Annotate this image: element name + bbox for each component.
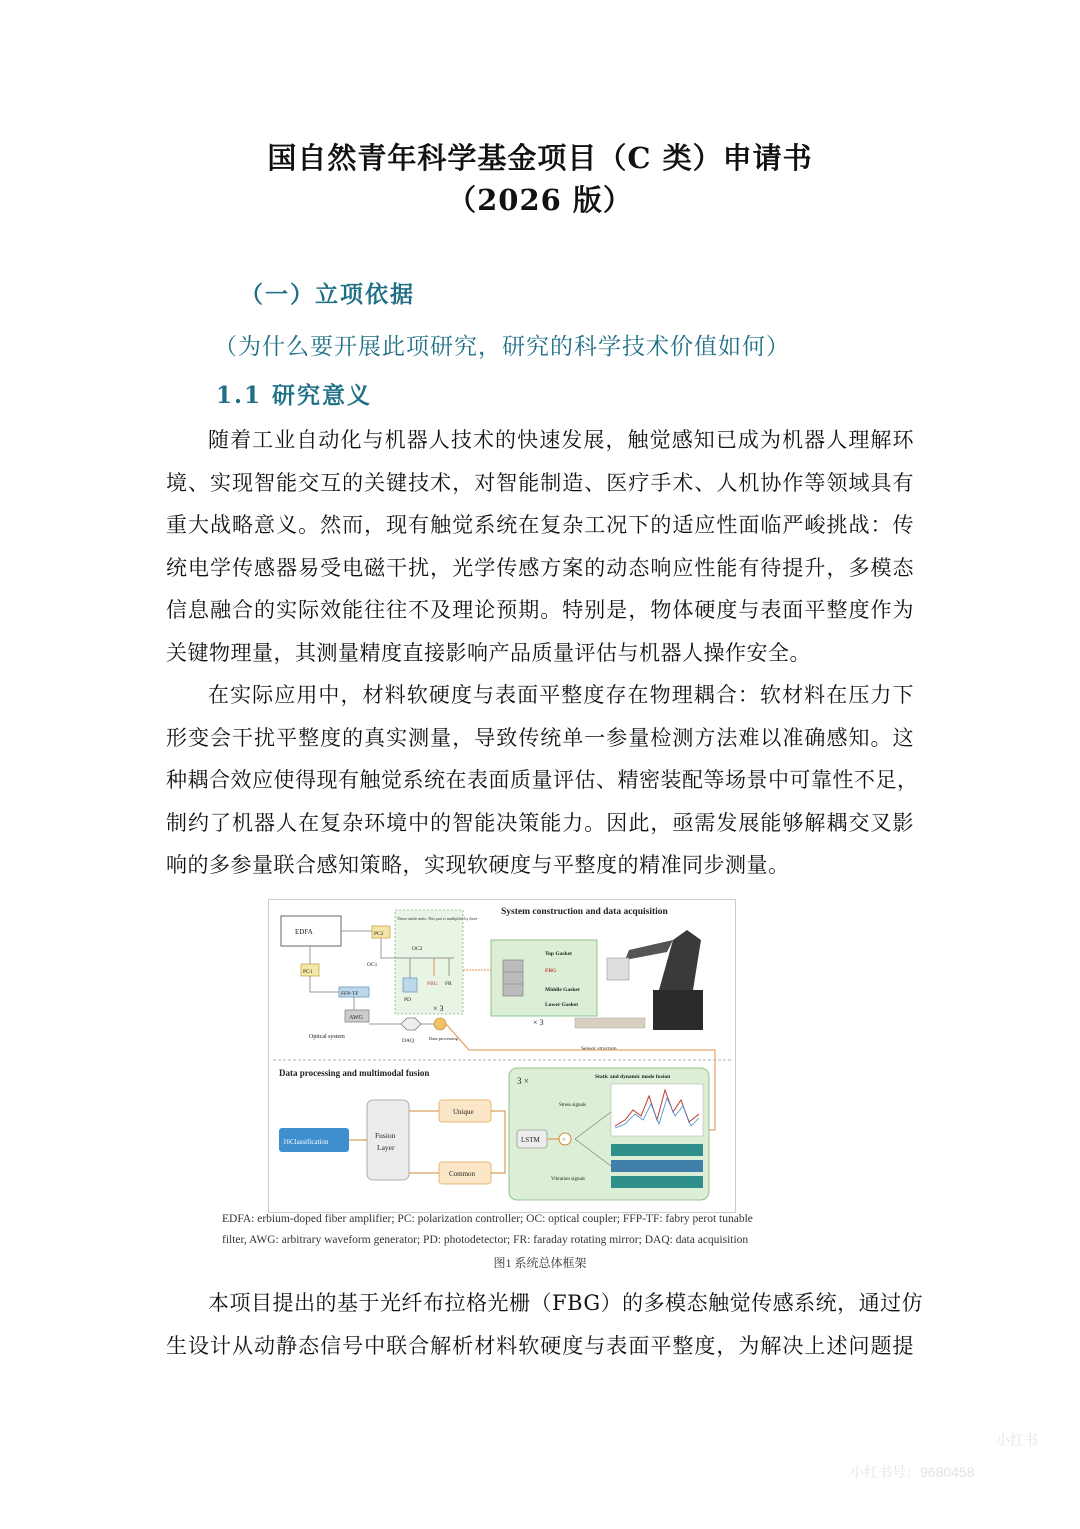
multiply-glyph: × — [561, 1135, 567, 1144]
paragraph-2 — [166, 674, 919, 887]
common-label: Common — [449, 1170, 476, 1178]
unique-label: Unique — [453, 1108, 474, 1116]
paragraph-line: 境、实现智能交互的关键技术，对智能制造、医疗手术、人机协作等领域具有 — [166, 470, 914, 495]
paragraph-3 — [166, 1282, 924, 1367]
pc1-label: PC1 — [303, 969, 313, 975]
paragraph-line: 信息融合的实际效能往往不及理论预期。特别是，物体硬度与表面平整度作为 — [166, 598, 914, 622]
pd-cube — [403, 978, 417, 992]
paragraph-line: 在实际应用中，材料软硬度与表面平整度存在物理耦合：软材料在压力下 — [208, 683, 914, 707]
sensor-structure-label: Sensor structure — [581, 1046, 617, 1052]
stress-waveform-chart — [611, 1084, 703, 1136]
system-framework-figure — [268, 899, 736, 1213]
paragraph-line: 随着工业自动化与机器人技术的快速发展，触觉感知已成为机器人理解环 — [208, 428, 914, 452]
paragraph-line: 响的多参量联合感知策略，实现软硬度与平整度的精准同步测量。 — [166, 853, 790, 877]
times-three-label: × 3 — [433, 1004, 444, 1013]
section-heading: （一）立项依据 — [240, 281, 415, 308]
gear-icon — [434, 1018, 446, 1030]
fr-label: FR — [445, 981, 452, 987]
optical-system-label: Optical system — [309, 1034, 345, 1040]
figure-caption-line-2: filter, AWG: arbitrary waveform generator; PD: photodetector; FR: faraday rotating mirror; DAQ: data acquisition — [222, 1234, 749, 1246]
classification-label: 16Classification — [283, 1138, 329, 1146]
watermark-id: 小红书号：9680458 — [850, 1464, 975, 1480]
figure-bottom-title: Data processing and multimodal fusion — [279, 1068, 430, 1078]
oc2-label: OC2 — [412, 946, 423, 952]
lower-gasket-label: Lower Gasket — [545, 1002, 579, 1008]
robot-forearm — [625, 940, 673, 960]
section-note: （为什么要开展此项研究，研究的科学技术价值如何） — [214, 334, 790, 360]
fiber-line — [310, 976, 339, 992]
fusion-layer-block — [367, 1100, 409, 1180]
daq-icon — [401, 1018, 421, 1030]
paragraph-line: 本项目提出的基于光纤布拉格光栅（FBG）的多模态触觉传感系统，通过仿 — [208, 1291, 924, 1315]
times-three-label-2: × 3 — [533, 1018, 544, 1027]
layer-label: Layer — [377, 1143, 395, 1152]
watermark-logo: 小红书 — [996, 1432, 1038, 1448]
static-dynamic-label: Static and dynamic mode fusion — [595, 1074, 671, 1080]
paragraph-line: 形变会干扰平整度的真实测量，导致传统单一参量检测方法难以准确感知。这 — [166, 725, 914, 750]
document-title: 国自然青年科学基金项目（C 类）申请书 — [267, 141, 813, 175]
document-edition: （2026 版） — [447, 183, 633, 217]
arrow-line — [491, 1111, 505, 1173]
robot-base — [653, 990, 703, 1030]
paragraph-line: 制约了机器人在复杂环境中的智能决策能力。因此，亟需发展能够解耦交叉影 — [166, 810, 914, 835]
lstm-label: LSTM — [521, 1136, 540, 1144]
middle-gasket-label: Middle Gasket — [545, 987, 580, 993]
paragraph-line: 生设计从动静态信号中联合解析材料软硬度与表面平整度，为解决上述问题提 — [166, 1333, 914, 1358]
figure-title: 图1 系统总体框架 — [493, 1256, 587, 1270]
fbg-label: FBG — [427, 981, 438, 987]
robot-arm — [659, 930, 701, 990]
subsection-heading: 1.1 研究意义 — [216, 382, 373, 409]
vibration-signals-label: Vibration signals — [551, 1177, 586, 1182]
figure-top-title: System construction and data acquisition — [501, 907, 668, 917]
data-processing-label: Data processing — [429, 1036, 458, 1041]
paragraph-1 — [166, 419, 914, 674]
pd-label: PD — [404, 997, 412, 1003]
top-gasket-label: Top Gasket — [545, 951, 572, 957]
fiber-line — [381, 938, 389, 958]
vibration-waveform-3 — [611, 1176, 703, 1188]
figure-caption-line-1: EDFA: erbium-doped fiber amplifier; PC: polarization controller; OC: optical coupler; FFP-TF: fabry perot tunable — [222, 1213, 753, 1225]
edfa-label: EDFA — [295, 928, 313, 936]
paragraph-line: 关键物理量，其测量精度直接影响产品质量评估与机器人操作安全。 — [166, 640, 811, 665]
paragraph-line: 种耦合效应使得现有触觉系统在表面质量评估、精密装配等场景中可靠性不足， — [166, 768, 919, 792]
vibration-waveform-1 — [611, 1144, 703, 1156]
fbg-sensor-label: FBG — [545, 968, 557, 974]
pc2-label: PC2 — [374, 931, 384, 937]
vibration-waveform-2 — [611, 1160, 703, 1172]
multiplied-note: These inside units; This part is multiplied by three — [397, 916, 478, 921]
fusion-label: Fusion — [375, 1131, 396, 1140]
times-three-label-3: 3 × — [517, 1076, 529, 1086]
paragraph-line: 重大战略意义。然而，现有触觉系统在复杂工况下的适应性面临严峻挑战：传 — [166, 513, 914, 537]
daq-label: DAQ — [402, 1038, 414, 1044]
paragraph-line: 统电学传感器易受电磁干扰，光学传感方案的动态响应性能有待提升，多模态 — [166, 555, 914, 580]
awg-label: AWG — [349, 1015, 363, 1021]
stress-signals-label: Stress signals — [559, 1103, 587, 1108]
robot-gripper — [607, 958, 629, 980]
test-sample-plate — [575, 1018, 645, 1028]
ffp-tf-label: FFP-TF — [341, 991, 359, 997]
sensor-gasket-stack — [503, 960, 523, 996]
oc1-label: OC1 — [367, 962, 378, 968]
